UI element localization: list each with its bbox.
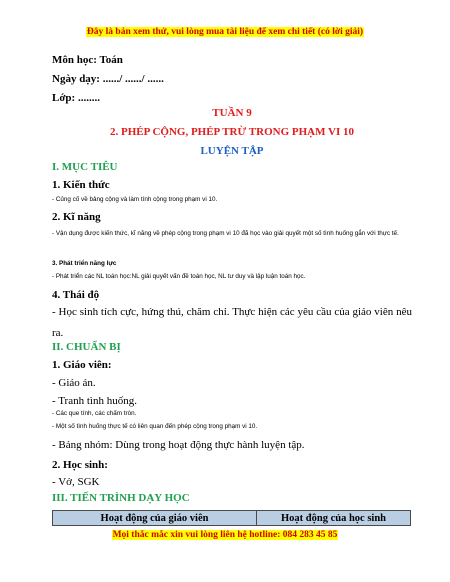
lesson-title: 2. PHÉP CỘNG, PHÉP TRỪ TRONG PHẠM VI 10 <box>109 126 355 138</box>
knowledge-text: - Củng cố về bảng cộng và làm tính cộng trong phạm vi 10. <box>52 196 218 203</box>
date-line: Ngày dạy: ....../ ....../ ...... <box>52 73 164 85</box>
class-line: Lớp: ........ <box>52 92 100 104</box>
student-heading: 2. Học sinh: <box>52 459 108 471</box>
teacher-item-group-board: - Bảng nhóm: Dùng trong hoạt động thực hành luyện tập. <box>52 439 305 451</box>
skills-heading: 2. Kĩ năng <box>52 211 101 223</box>
bottom-banner <box>0 530 450 540</box>
teacher-item-picture: - Tranh tình huống. <box>52 395 137 407</box>
ability-text: - Phát triển các NL toán học:NL giải quyết vấn đề toán học, NL tư duy và lập luận toán học. <box>52 273 306 280</box>
skills-text: - Vận dụng được kiến thức, kĩ năng về phép cộng trong phạm vi 10 đã học vào giải quyết một số tình huống gắn với thực tế. <box>52 230 399 237</box>
teacher-item-sticks: - Các que tính, các chấm tròn. <box>52 410 137 417</box>
teacher-activity-column: Hoạt động của giáo viên <box>53 511 257 526</box>
knowledge-heading: 1. Kiến thức <box>52 179 110 191</box>
attitude-heading: 4. Thái độ <box>52 289 100 301</box>
lesson-subtitle: LUYỆN TẬP <box>200 145 264 157</box>
attitude-text: - Học sinh tích cực, hứng thú, chăm chỉ. Thực hiện các yêu cầu của giáo viên nêu ra. <box>52 306 412 339</box>
subject-line: Môn học: Toán <box>52 54 123 66</box>
activity-table <box>52 510 411 526</box>
teacher-item-situations: - Một số tình huống thực tế có liên quan đến phép cộng trong phạm vi 10. <box>52 423 258 430</box>
week-title: TUẦN 9 <box>212 107 252 119</box>
section-preparation-title: II. CHUẨN BỊ <box>52 341 121 353</box>
ability-heading: 3. Phát triển năng lực <box>52 260 117 267</box>
top-banner <box>0 27 450 37</box>
student-item: - Vở, SGK <box>52 476 100 488</box>
section-process-title: III. TIẾN TRÌNH DẠY HỌC <box>52 492 190 504</box>
bottom-banner-text: Mọi thắc mắc xin vui lòng liên hệ hotline: 084 283 45 85 <box>112 530 338 540</box>
teacher-heading: 1. Giáo viên: <box>52 359 112 371</box>
section-objectives-title: I. MỤC TIÊU <box>52 161 118 173</box>
teacher-item-lesson-plan: - Giáo án. <box>52 377 96 389</box>
activity-table-header <box>53 511 411 526</box>
top-banner-text: Đây là bản xem thử, vui lòng mua tài liệu để xem chi tiết (có lời giải) <box>86 27 364 37</box>
student-activity-column: Hoạt động của học sinh <box>257 511 411 526</box>
